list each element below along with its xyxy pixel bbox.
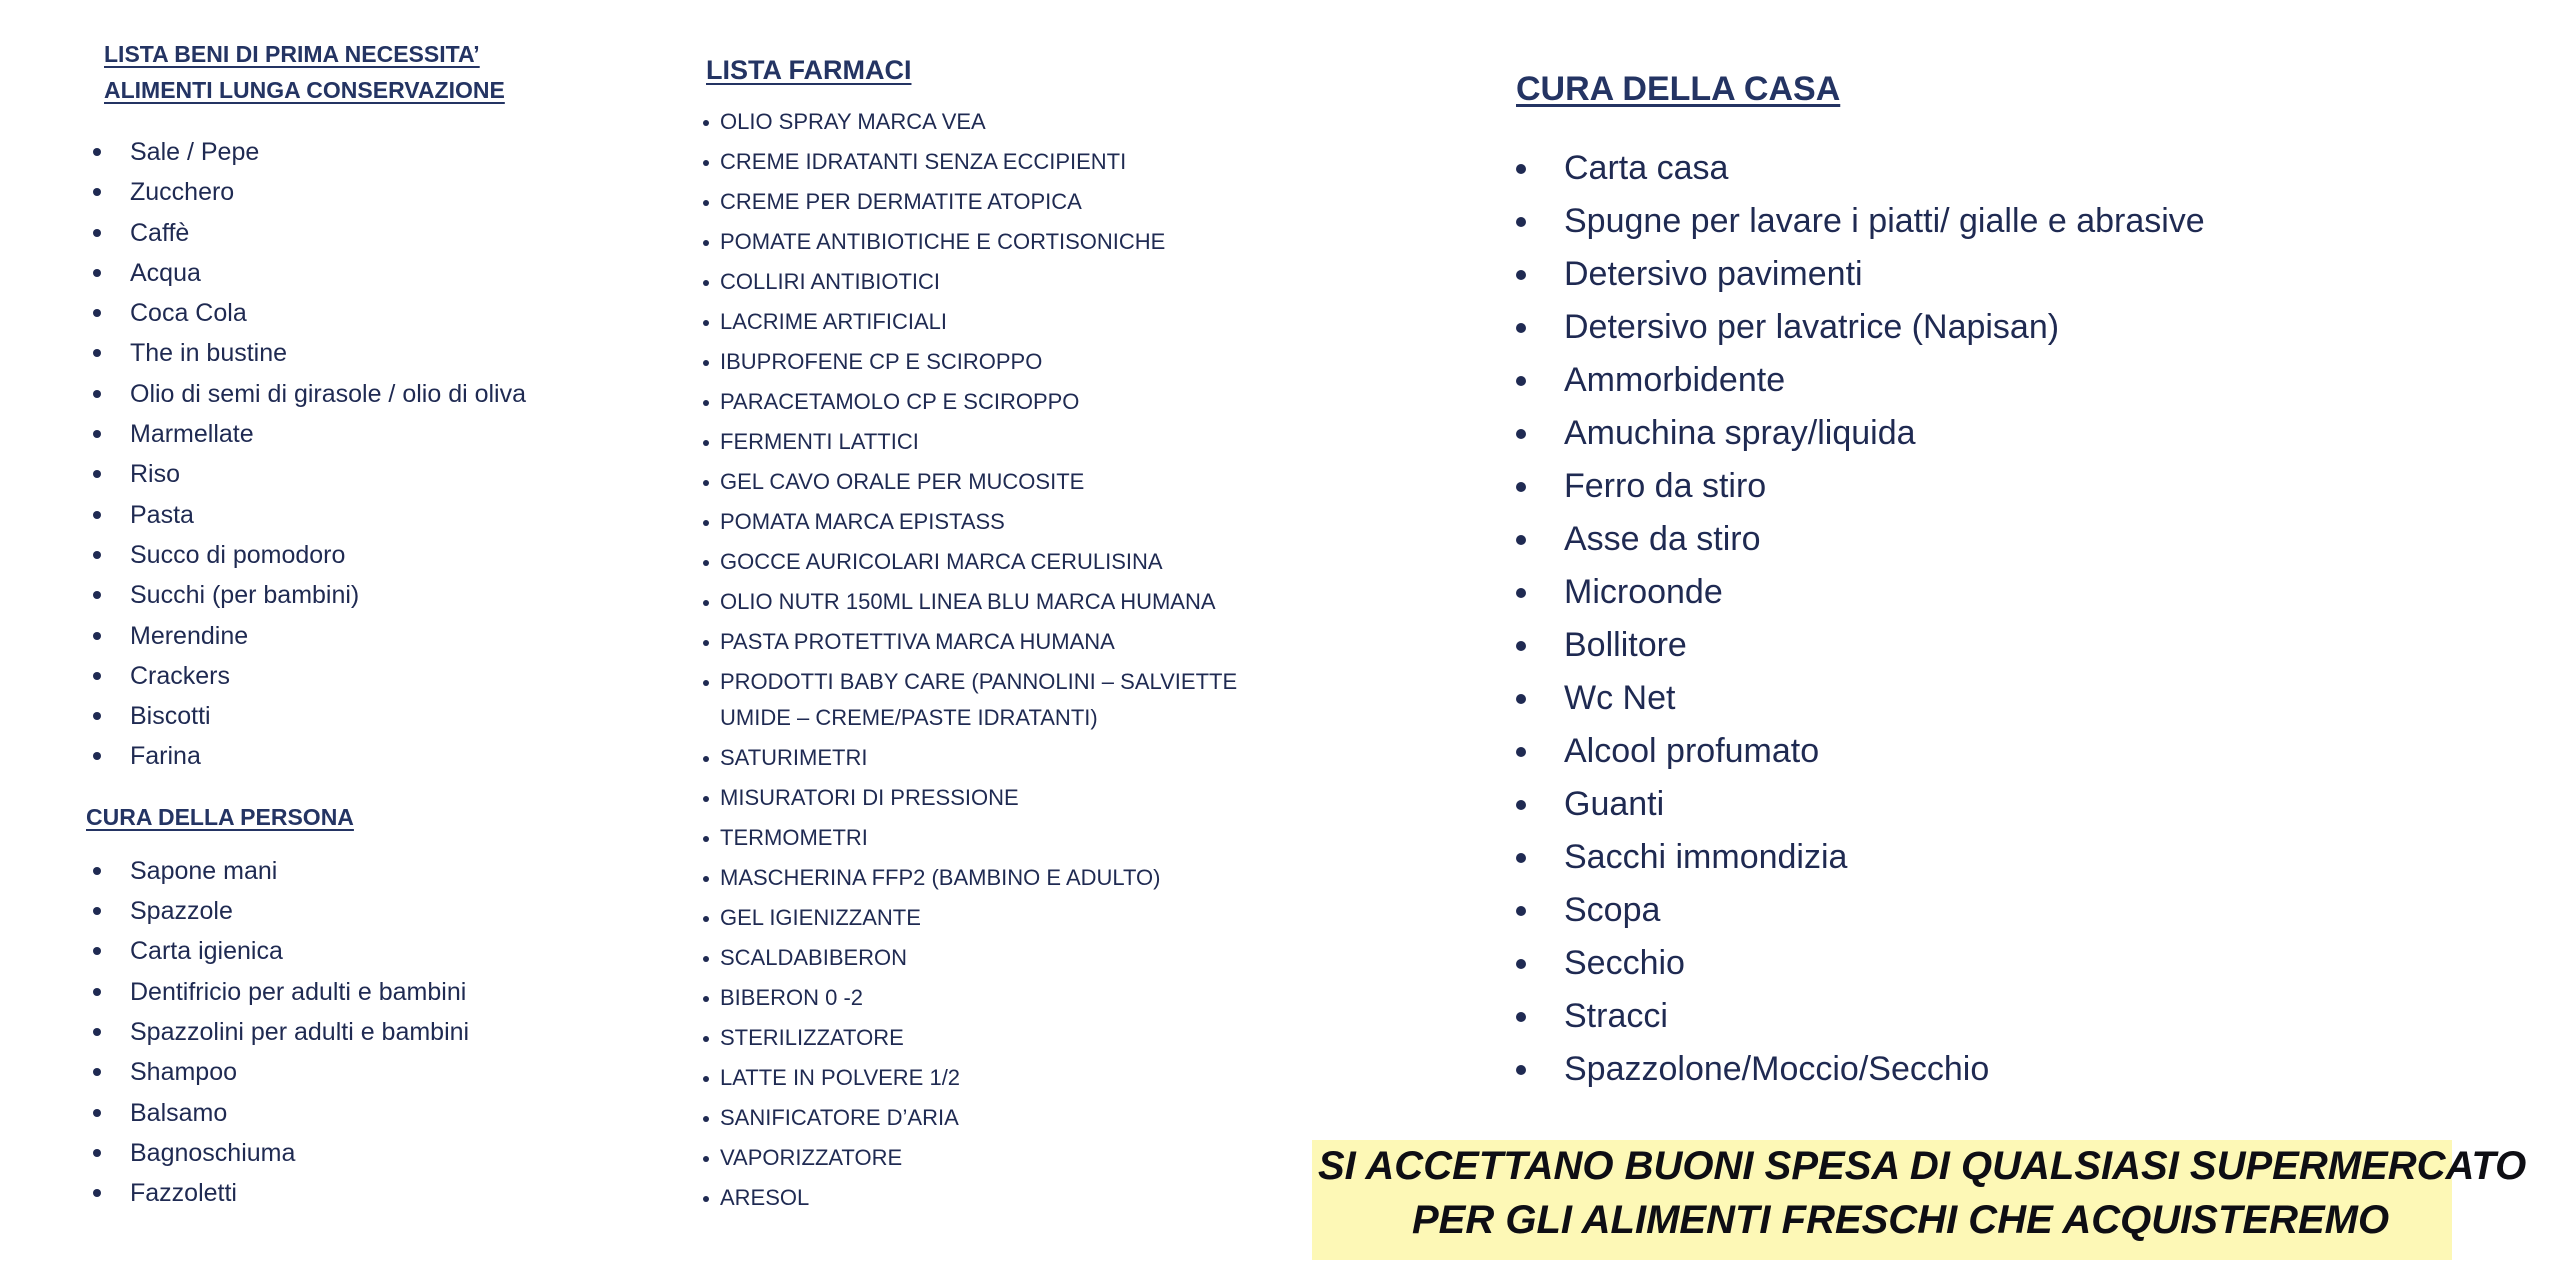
list-item: GOCCE AURICOLARI MARCA CERULISINA [700,542,1270,582]
food-column [86,36,646,1213]
list-item: MISURATORI DI PRESSIONE [700,778,1270,818]
list-item: Sacchi immondizia [1516,831,2536,884]
list-item: Wc Net [1516,672,2536,725]
list-item: LATTE IN POLVERE 1/2 [700,1058,1270,1098]
list-item: Succo di pomodoro [86,535,646,575]
list-item: IBUPROFENE CP E SCIROPPO [700,342,1270,382]
list-item: Shampoo [86,1052,646,1092]
list-item: TERMOMETRI [700,818,1270,858]
list-item: Olio di semi di girasole / olio di oliva [86,374,646,414]
list-item: Caffè [86,213,646,253]
list-item: POMATA MARCA EPISTASS [700,502,1270,542]
list-item: Acqua [86,253,646,293]
medicines-column [700,50,1270,1218]
list-item: The in bustine [86,333,646,373]
list-item: GEL CAVO ORALE PER MUCOSITE [700,462,1270,502]
list-item: STERILIZZATORE [700,1018,1270,1058]
list-item: Marmellate [86,414,646,454]
list-item: VAPORIZZATORE [700,1138,1270,1178]
list-item: Scopa [1516,884,2536,937]
list-item: Farina [86,736,646,776]
list-item: Bagnoschiuma [86,1133,646,1173]
food-list [86,132,646,777]
home-care-column [1516,64,2536,1096]
notice-banner [1312,1140,2527,1260]
list-item: BIBERON 0 -2 [700,978,1270,1018]
list-item: Biscotti [86,696,646,736]
list-item: Detersivo pavimenti [1516,248,2536,301]
food-title-line1: LISTA BENI DI PRIMA NECESSITA’ [104,41,480,67]
list-item: Zucchero [86,172,646,212]
notice-line2: PER GLI ALIMENTI FRESCHI CHE ACQUISTEREMO [1412,1198,2390,1242]
list-item: SCALDABIBERON [700,938,1270,978]
notice-line1: SI ACCETTANO BUONI SPESA DI QUALSIASI SUPERMERCATO [1318,1144,2527,1188]
list-item: MASCHERINA FFP2 (BAMBINO E ADULTO) [700,858,1270,898]
list-item: Riso [86,454,646,494]
list-item: PASTA PROTETTIVA MARCA HUMANA [700,622,1270,662]
list-item: Stracci [1516,990,2536,1043]
list-item: CREME PER DERMATITE ATOPICA [700,182,1270,222]
list-item: GEL IGIENIZZANTE [700,898,1270,938]
list-item: SATURIMETRI [700,738,1270,778]
list-item: PRODOTTI BABY CARE (PANNOLINI – SALVIETTE UMIDE – CREME/PASTE IDRATANTI) [700,662,1270,738]
list-item: ARESOL [700,1178,1270,1218]
list-item: COLLIRI ANTIBIOTICI [700,262,1270,302]
list-item: Sapone mani [86,851,646,891]
list-item: Spazzolini per adulti e bambini [86,1012,646,1052]
list-item: Spugne per lavare i piatti/ gialle e abrasive [1516,195,2536,248]
list-item: SANIFICATORE D’ARIA [700,1098,1270,1138]
list-item: OLIO SPRAY MARCA VEA [700,102,1270,142]
list-item: Carta casa [1516,142,2536,195]
list-item: Ammorbidente [1516,354,2536,407]
list-item: Detersivo per lavatrice (Napisan) [1516,301,2536,354]
list-item: Coca Cola [86,293,646,333]
medicines-list [700,102,1270,1218]
list-item: Balsamo [86,1093,646,1133]
list-item: Guanti [1516,778,2536,831]
personal-care-list [86,851,646,1214]
list-item: Spazzole [86,891,646,931]
list-item: Secchio [1516,937,2536,990]
list-item: Merendine [86,616,646,656]
list-item: Carta igienica [86,931,646,971]
list-item: PARACETAMOLO CP E SCIROPPO [700,382,1270,422]
list-item: Microonde [1516,566,2536,619]
list-item: OLIO NUTR 150ML LINEA BLU MARCA HUMANA [700,582,1270,622]
list-item: Asse da stiro [1516,513,2536,566]
home-care-title: CURA DELLA CASA [1516,70,1841,108]
list-item: CREME IDRATANTI SENZA ECCIPIENTI [700,142,1270,182]
list-item: Dentifricio per adulti e bambini [86,972,646,1012]
medicines-title: LISTA FARMACI [706,55,912,85]
list-item: Amuchina spray/liquida [1516,407,2536,460]
list-item: LACRIME ARTIFICIALI [700,302,1270,342]
list-item: Bollitore [1516,619,2536,672]
list-item: Spazzolone/Moccio/Secchio [1516,1043,2536,1096]
personal-care-title: CURA DELLA PERSONA [86,803,354,830]
food-title-line2: ALIMENTI LUNGA CONSERVAZIONE [104,77,505,103]
list-item: Sale / Pepe [86,132,646,172]
list-item: Pasta [86,495,646,535]
list-item: FERMENTI LATTICI [700,422,1270,462]
home-care-list [1516,142,2536,1096]
list-item: Alcool profumato [1516,725,2536,778]
list-item: Succhi (per bambini) [86,575,646,615]
list-item: Ferro da stiro [1516,460,2536,513]
list-item: Fazzoletti [86,1173,646,1213]
list-item: Crackers [86,656,646,696]
list-item: POMATE ANTIBIOTICHE E CORTISONICHE [700,222,1270,262]
